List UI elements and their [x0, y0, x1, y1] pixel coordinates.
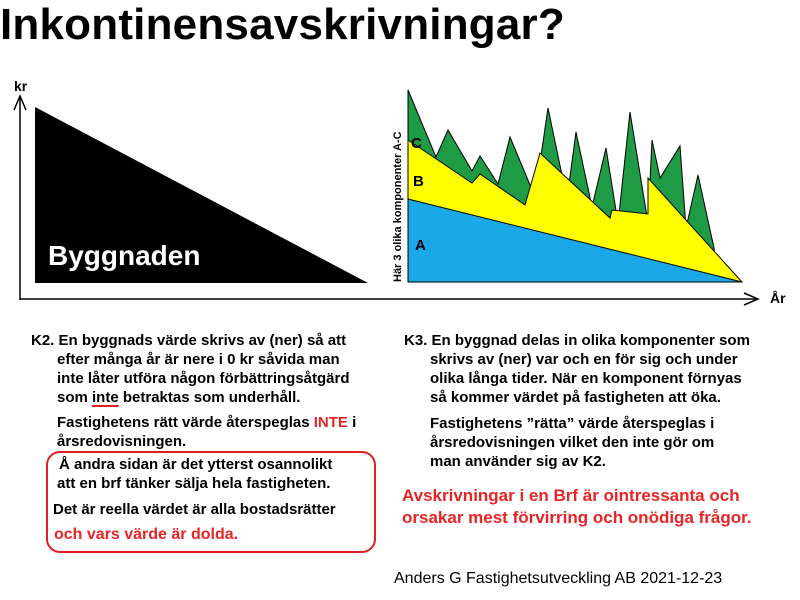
summary-note	[402, 485, 792, 529]
k2-line-4-pre: som	[57, 389, 93, 406]
summary-line-1: Avskrivningar i en Brf är ointressanta och	[402, 486, 740, 505]
component-b-label: B	[413, 173, 424, 190]
x-axis-label: År	[770, 290, 786, 306]
summary-line-2: orsakar mest förvirring och onödiga frågor.	[402, 508, 752, 527]
k2-box-line-3: Det är reella värdet är alla bostadsrätter	[53, 501, 336, 518]
k3-value-note-line-1: Fastighetens ”rätta” värde återspeglas i	[430, 415, 715, 432]
k2-box-line-1: Å andra sidan är det ytterst osannolikt	[59, 456, 333, 473]
k3-line-4: så kommer värdet på fastigheten att öka.	[430, 389, 721, 406]
k2-box-line-2: att en brf tänker sälja hela fastigheten.	[57, 475, 331, 492]
k3-line-1: K3. En byggnad delas in olika komponenter som	[404, 332, 750, 349]
component-c-label: C	[411, 135, 422, 152]
k2-line-4-post: betraktas som underhåll.	[118, 389, 301, 406]
k2-line-3: inte låter utföra någon förbättringsåtgärd	[57, 370, 350, 387]
k2-line-4	[57, 388, 300, 407]
k3-line-3: olika långa tider. När en komponent förnyas	[430, 370, 742, 387]
y-axis-label: kr	[14, 78, 28, 94]
k3-value-note-line-3: man använder sig av K2.	[430, 453, 606, 470]
k2-value-note-line-2: årsredovisningen.	[57, 433, 187, 450]
components-chart	[408, 90, 742, 282]
k2-box-line-4: och vars värde är dolda.	[54, 526, 239, 543]
k2-value-note-emphasis: INTE	[313, 414, 348, 431]
page-title: Inkontinensavskrivningar?	[0, 0, 565, 49]
k2-line-1: K2. En byggnads värde skrivs av (ner) så att	[31, 332, 347, 349]
k2-value-note-pre: Fastighetens rätt värde återspeglas	[57, 414, 314, 431]
vertical-components-note: Här 3 olika komponenter A-C	[392, 131, 404, 282]
building-label: Byggnaden	[48, 240, 201, 271]
k2-line-2: efter många år är nere i 0 kr såvida man	[57, 351, 340, 368]
k2-value-note	[57, 413, 356, 432]
component-a-label: A	[415, 237, 426, 254]
k3-line-2: skrivs av (ner) var och en för sig och under	[430, 351, 738, 368]
k2-value-note-post: i	[347, 414, 357, 431]
k3-value-note-line-2: årsredovisningen vilket den inte gör om	[430, 434, 715, 451]
footer-credit: Anders G Fastighetsutveckling AB 2021-12-23	[394, 570, 723, 587]
k2-line-4-emphasis: inte	[92, 389, 119, 406]
